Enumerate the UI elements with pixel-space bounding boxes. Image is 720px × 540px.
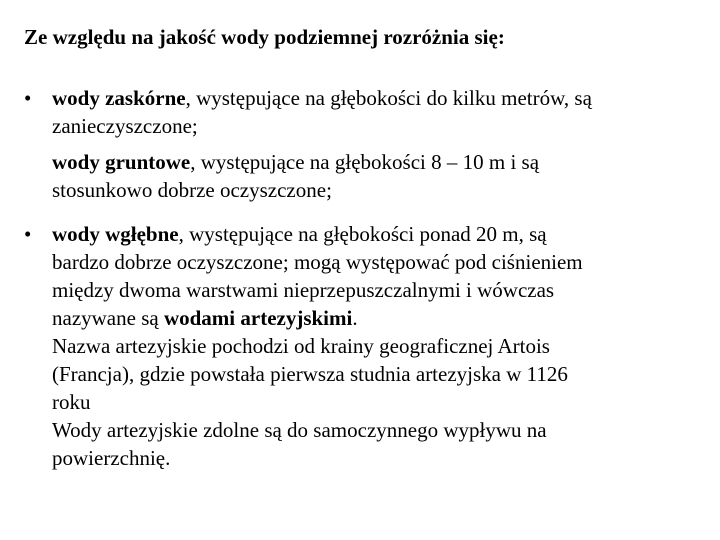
item-text: , występujące na głębokości ponad 20 m, są	[178, 222, 547, 246]
list-item-wody-gruntowe	[24, 148, 704, 204]
item-text: nazywane są	[52, 306, 164, 330]
item-line: roku	[52, 390, 91, 414]
item-text: , występujące na głębokości 8 – 10 m i są	[190, 150, 540, 174]
term-label: wodami artezyjskimi	[163, 306, 353, 330]
item-line	[52, 220, 704, 248]
item-line: powierzchnię.	[52, 446, 171, 470]
item-text: , występujące na głębokości do kilku metrów, są	[185, 86, 592, 110]
section-heading: Ze względu na jakość wody podziemnej rozróżnia się:	[24, 25, 505, 49]
list-item-wody-zaskorne	[24, 84, 704, 140]
bullet-icon: •	[24, 222, 32, 246]
item-line	[52, 84, 704, 112]
list-item-wody-wglebne	[24, 220, 704, 472]
item-line: (Francja), gdzie powstała pierwsza studnia artezyjska w 1126	[52, 362, 568, 386]
bullet-icon: •	[24, 86, 32, 110]
item-line: Wody artezyjskie zdolne są do samoczynnego wypływu na	[52, 418, 547, 442]
item-line: zanieczyszczone;	[52, 114, 198, 138]
term-label: wody wgłębne	[52, 222, 179, 246]
item-line: między dwoma warstwami nieprzepuszczalnymi i wówczas	[52, 278, 555, 302]
item-line: Nazwa artezyjskie pochodzi od krainy geograficznej Artois	[52, 334, 550, 358]
term-label: wody zaskórne	[52, 86, 186, 110]
item-line: bardzo dobrze oczyszczone; mogą występować pod ciśnieniem	[52, 250, 583, 274]
item-line	[52, 148, 704, 176]
item-line	[52, 304, 704, 332]
item-text: .	[352, 306, 358, 330]
term-label: wody gruntowe	[52, 150, 191, 174]
item-line: stosunkowo dobrze oczyszczone;	[52, 178, 332, 202]
